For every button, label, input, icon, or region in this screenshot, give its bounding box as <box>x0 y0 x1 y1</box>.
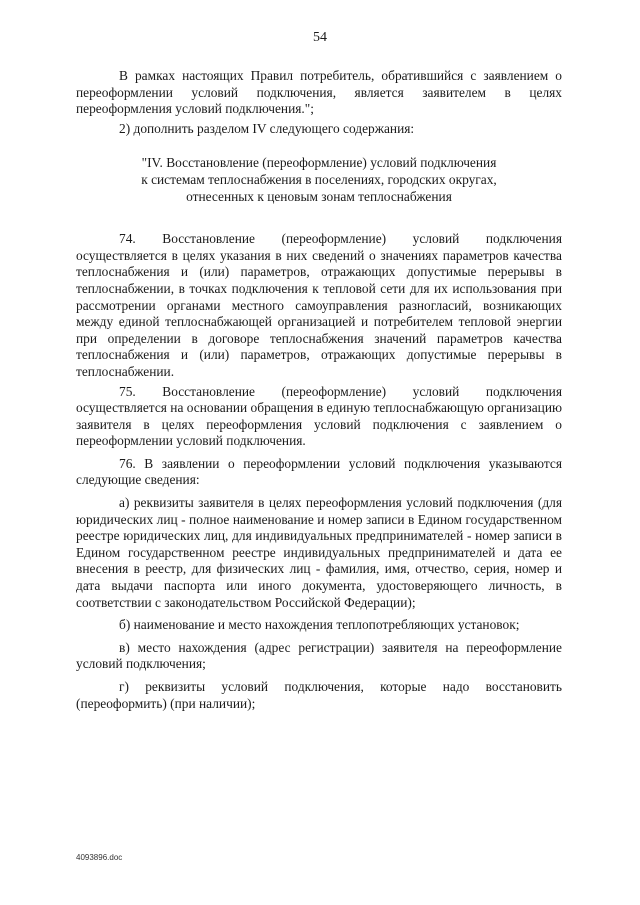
subclause-g: г) реквизиты условий подключения, которые надо восстановить (переоформить) (при наличии); <box>76 679 562 711</box>
section-heading-line-3: отнесенных к ценовым зонам теплоснабжения <box>186 188 452 204</box>
section-heading-line-2: к системам теплоснабжения в поселениях, городских округах, <box>141 171 497 187</box>
clause-76: 76. В заявлении о переоформлении условий подключения указываются следующие сведения: <box>76 455 562 488</box>
clause-74: 74. Восстановление (переоформление) условий подключения осуществляется в целях указания в них сведений о значениях параметров качества теплоснабжения и (или) параметров, отражающих допустимые перерывы в теплоснабжении, в точках подключения к тепловой сети для их использования при рассмотрении органами местного самоуправления разногласий, возникающих между единой теплоснабжающей организацией и потребителем тепловой энергии при определении в договоре теплоснабжения значений параметров качества теплоснабжения и (или) параметров, отражающих допустимые перерывы в теплоснабжении. <box>76 231 562 379</box>
subclause-b: б) наименование и место нахождения теплопотребляющих установок; <box>119 617 520 633</box>
section-heading <box>76 155 562 205</box>
page-number: 54 <box>313 30 327 45</box>
paragraph-rules-applicant: В рамках настоящих Правил потребитель, обратившийся с заявлением о переоформлении условий подключения, является заявителем в целях переоформления условий подключения."; <box>76 68 562 117</box>
paragraph-amendment: 2) дополнить разделом IV следующего содержания: <box>119 120 415 136</box>
clause-75: 75. Восстановление (переоформление) условий подключения осуществляется на основании обращения в единую теплоснабжающую организацию заявителя в целях переоформления условий подключения с заявлением о переоформлении условий подключения. <box>76 383 562 449</box>
document-body <box>76 68 562 712</box>
subclause-a: а) реквизиты заявителя в целях переоформления условий подключения (для юридических лиц - полное наименование и номер записи в Едином государственном реестре юридических лиц, для индивидуальных предпринимателей - номер записи в Едином государственном реестре индивидуальных предпринимателей и дата ее внесения в реестр, для физических лиц - фамилия, имя, отчество, серия, номер и дата выдачи паспорта или иного документа, удостоверяющего личность, в соответствии с законодательством Российской Федерации); <box>76 495 562 610</box>
file-name-footer: 4093896.doc <box>76 853 123 862</box>
subclause-v: в) место нахождения (адрес регистрации) заявителя на переоформление условий подключения; <box>76 639 562 672</box>
section-heading-line-1: "IV. Восстановление (переоформление) условий подключения <box>141 155 497 171</box>
